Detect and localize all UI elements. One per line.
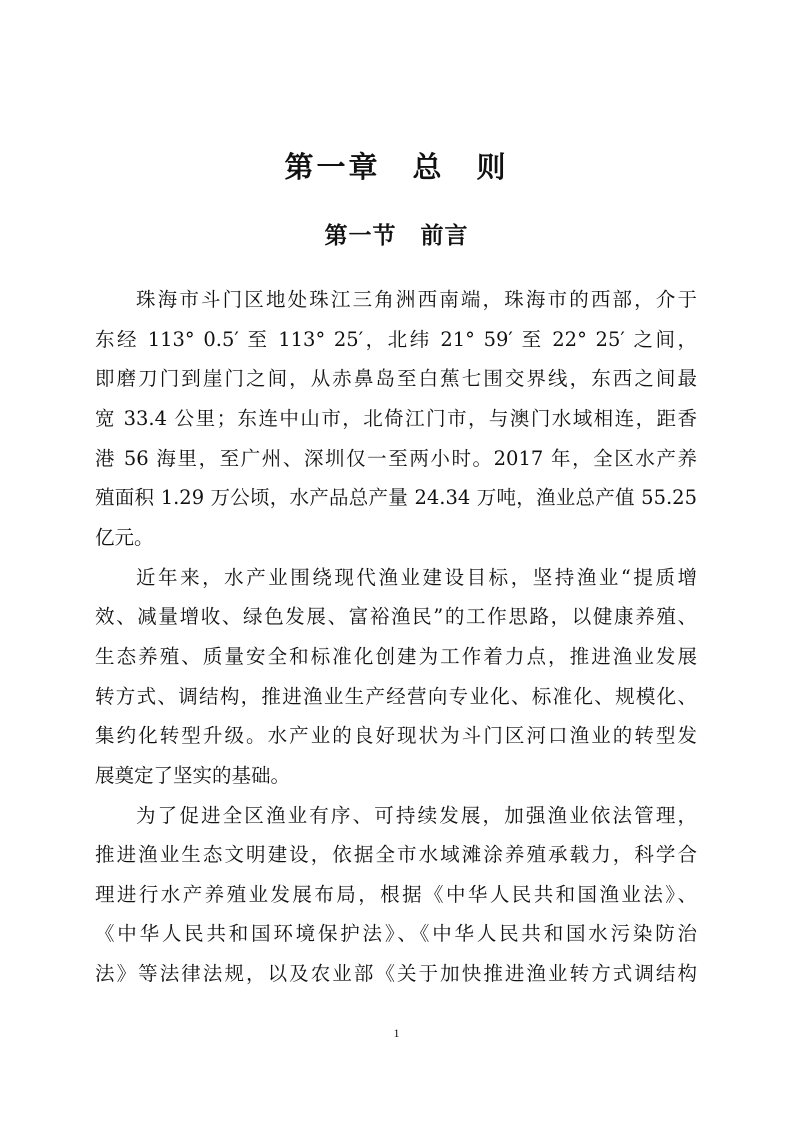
paragraph-line: 转方式、调结构，推进渔业生产经营向专业化、标准化、规模化、 — [95, 685, 697, 708]
paragraph-line: 东经 113° 0.5′ 至 113° 25′，北纬 21° 59′ 至 22° 25′ 之间， — [95, 328, 697, 351]
paragraph-line: 近年来，水产业围绕现代渔业建设目标，坚持渔业“提质增 — [136, 566, 697, 589]
paragraph-line: 集约化转型升级。水产业的良好现状为斗门区河口渔业的转型发 — [95, 724, 697, 747]
paragraph-line: 法》等法律法规，以及农业部《关于加快推进渔业转方式调结构 — [95, 962, 697, 985]
chapter-title: 第一章 总 则 — [284, 150, 509, 184]
paragraph-line: 殖面积 1.29 万公顷，水产品总产量 24.34 万吨，渔业总产值 55.25 — [95, 486, 697, 509]
paragraph-line: 推进渔业生态文明建设，依据全市水域滩涂养殖承载力，科学合 — [95, 843, 697, 866]
paragraph-line: 即磨刀门到崖门之间，从赤鼻岛至白蕉七围交界线，东西之间最 — [95, 367, 697, 390]
paragraph-line: 为了促进全区渔业有序、可持续发展，加强渔业依法管理， — [136, 804, 697, 827]
paragraph-line: 效、减量增收、绿色发展、富裕渔民”的工作思路，以健康养殖、 — [95, 605, 697, 628]
paragraph-line: 亿元。 — [95, 526, 154, 549]
page-number: 1 — [393, 1026, 400, 1040]
paragraph-line: 展奠定了坚实的基础。 — [95, 764, 291, 787]
paragraph-line: 理进行水产养殖业发展布局，根据《中华人民共和国渔业法》、 — [95, 883, 697, 906]
paragraph-line: 宽 33.4 公里；东连中山市，北倚江门市，与澳门水域相连，距香 — [95, 407, 697, 430]
paragraph-line: 珠海市斗门区地处珠江三角洲西南端，珠海市的西部，介于 — [136, 288, 697, 311]
paragraph-line: 生态养殖、质量安全和标准化创建为工作着力点，推进渔业发展 — [95, 645, 697, 668]
section-title: 第一节 前言 — [324, 223, 469, 249]
paragraph-line: 《中华人民共和国环境保护法》、《中华人民共和国水污染防治 — [95, 922, 697, 945]
paragraph-line: 港 56 海里，至广州、深圳仅一至两小时。2017 年，全区水产养 — [95, 447, 697, 470]
